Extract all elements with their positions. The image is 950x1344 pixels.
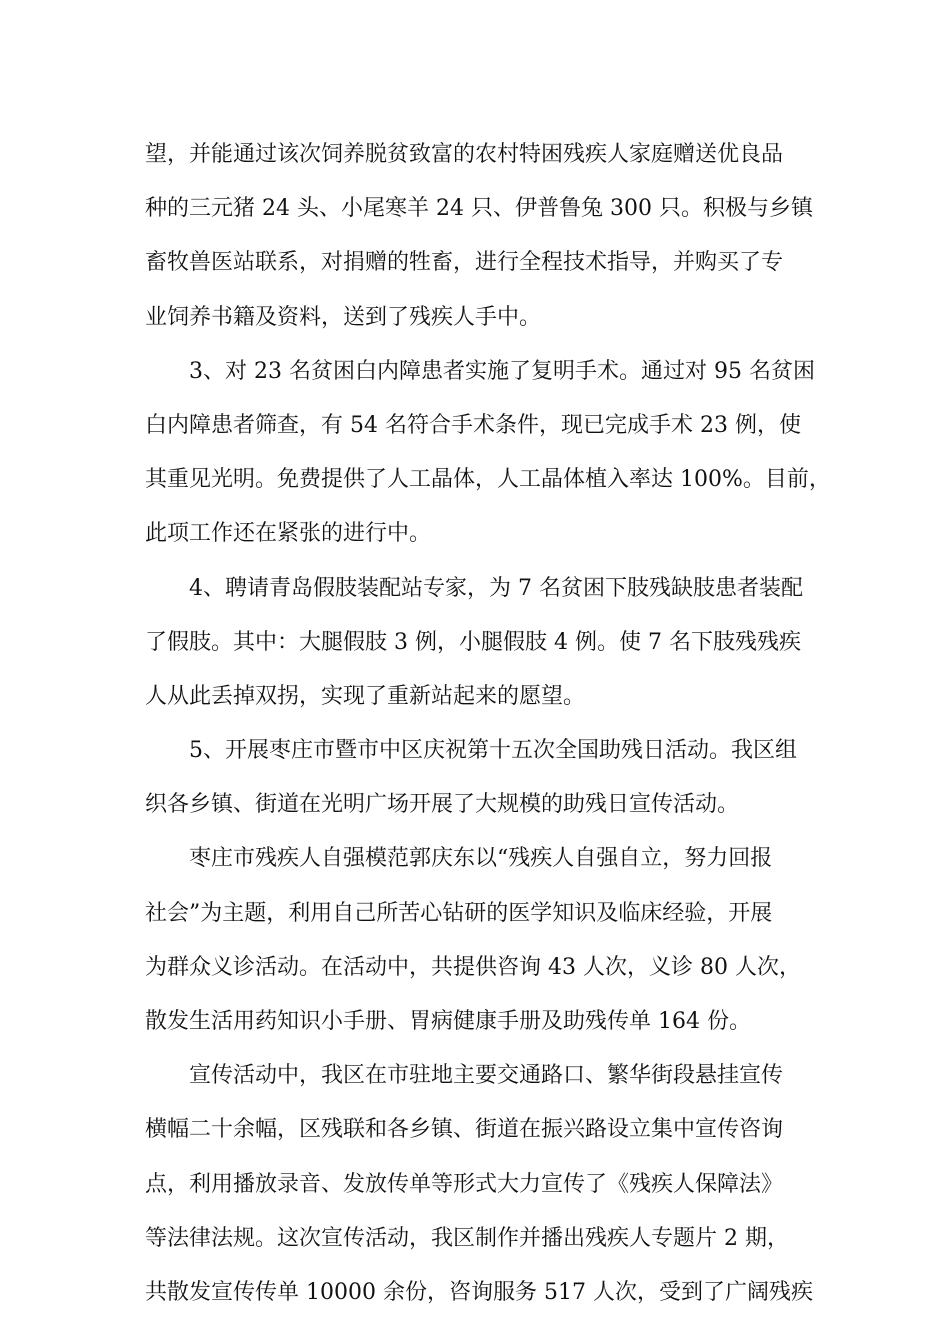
text-line: 散发生活用药知识小手册、胃病健康手册及助残传单 164 份。 [145,1009,751,1034]
paragraph-first-line: 3、对 23 名贫困白内障患者实施了复明手术。通过对 95 名贫困 [189,358,815,384]
text-line: 共散发宣传传单 10000 余份，咨询服务 517 人次，受到了广阔残疾 [145,1279,813,1305]
document-body [145,128,831,1320]
text-line: 其重见光明。免费提供了人工晶体，人工晶体植入率达 100%。目前， [145,467,831,493]
text-line: 白内障患者筛查，有 54 名符合手术条件，现已完成手术 23 例，使 [145,412,801,438]
text-line: 业饲养书籍及资料，送到了残疾人手中。 [145,304,542,330]
text-line: 望，并能通过该次饲养脱贫致富的农村特困残疾人家庭赠送优良品 [145,142,784,167]
text-line: 点，利用播放录音、发放传单等形式大力宣传了《残疾人保障法》 [145,1171,784,1197]
paragraph-first-line: 枣庄市残疾人自强模范郭庆东以“残疾人自强自立，努力回报 [189,846,773,872]
text-line: 畜牧兽医站联系，对捐赠的牲畜，进行全程技术指导，并购买了专 [145,250,784,276]
paragraph-first-line: 5、开展枣庄市暨市中区庆祝第十五次全国助残日活动。我区组 [189,738,797,764]
text-line: 等法律法规。这次宣传活动，我区制作并播出残疾人专题片 2 期， [145,1225,789,1251]
text-line: 此项工作还在紧张的进行中。 [145,521,432,547]
text-line: 织各乡镇、街道在光明广场开展了大规模的助残日宣传活动。 [145,792,740,818]
text-line: 横幅二十余幅，区残联和各乡镇、街道在振兴路设立集中宣传咨询 [145,1117,784,1143]
text-line: 为群众义诊活动。在活动中，共提供咨询 43 人次，义诊 80 人次， [145,954,801,980]
text-line: 种的三元猪 24 头、小尾寒羊 24 只、伊普鲁兔 300 只。积极与乡镇 [145,196,813,222]
text-line: 了假肢。其中：大腿假肢 3 例，小腿假肢 4 例。使 7 名下肢残残疾 [145,629,801,655]
paragraph-first-line: 4、聘请青岛假肢装配站专家，为 7 名贫困下肢残缺肢患者装配 [189,575,803,601]
paragraph-first-line: 宣传活动中，我区在市驻地主要交通路口、繁华街段悬挂宣传 [189,1063,784,1089]
text-line: 社会”为主题，利用自己所苦心钻研的医学知识及临床经验，开展 [145,900,773,926]
text-line: 人从此丢掉双拐，实现了重新站起来的愿望。 [145,683,586,709]
